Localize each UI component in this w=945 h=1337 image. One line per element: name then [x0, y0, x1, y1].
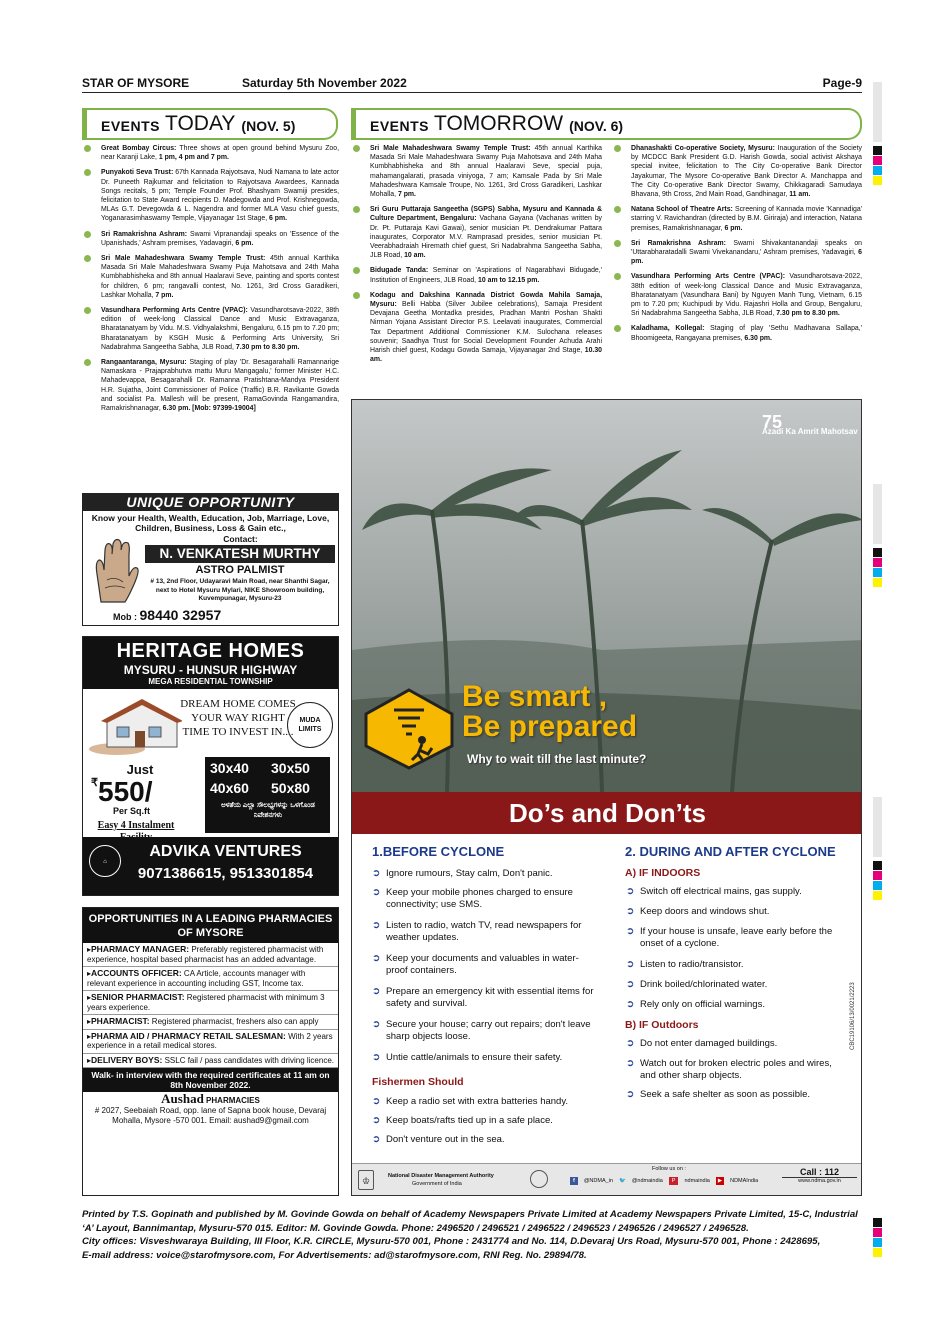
headline-2: Be prepared	[462, 710, 638, 743]
magenta-swatch	[873, 558, 882, 567]
arrow-icon: ▸	[87, 993, 92, 1002]
event-details: 67th Kannada Rajyotsava, Nudi Namana to late actor Dr. Puneeth Rajkumar and felicitation to Rajyotsava Awardees, Kannada Songs recitals, 5 pm; Temple Founder Prof. Bhashyam Swamiji presides, felicitation to State Award recipients D. Madegowda and Prof. Krishnegowda, MLAs G.T. Devegowda & L. Nagendra and former MLA Vasu chief guests, Yoganarasimhaswamy Temple, Vijayanagar 1st Stage,	[101, 169, 339, 223]
event-name: Sri Guru Puttaraja Sangeetha (SGPS) Sabha, Mysuru and Kannada & Culture Department, Bengaluru:	[370, 206, 602, 223]
event-time: 6 pm.	[235, 239, 254, 247]
headline-1: Be smart ,	[462, 680, 608, 713]
cyan-swatch	[873, 568, 882, 577]
event-name: Kodagu and Dakshina Kannada District Gowda Mahila Samaja, Mysuru:	[370, 291, 602, 309]
event-name: Sri Ramakrishna Ashram:	[631, 239, 726, 247]
event-time: 10 am to 12.15 pm.	[478, 276, 540, 284]
house-icon	[87, 697, 182, 757]
events-today-list	[83, 144, 339, 419]
ad-heading: UNIQUE OPPORTUNITY	[83, 494, 338, 511]
mobile-label: Mob :	[113, 612, 140, 622]
grey-bar	[873, 82, 882, 142]
job-requirement: Registered pharmacist, freshers also can apply	[149, 1017, 319, 1026]
twitter-icon[interactable]: 🐦	[618, 1178, 626, 1184]
rupee-symbol: ₹	[91, 777, 98, 789]
event-item	[83, 144, 339, 162]
event-time: 6 pm.	[724, 224, 743, 232]
tomorrow-label: TOMORROW	[434, 112, 564, 135]
job-title: DELIVERY BOYS:	[91, 1054, 163, 1065]
instruction-item: ➲ Keep your documents and valuables in water-proof containers.	[386, 953, 596, 977]
palm-icon	[89, 536, 141, 606]
ndma-cyclone-ad	[351, 399, 862, 1196]
instruction-item: ➲ If your house is unsafe, leave early before the onset of a cyclone.	[640, 926, 850, 950]
event-details: Staging of play 'Dr. Besagarahalli Ramannarige Namaskara - Prajaprabhutva mattu Muru Mangagalu,' former Minister H.C. Mahadevappa, Besagarahalli Dr. Ramanna Pratishtana-Mandya President H.R. Sujatha, Joint Commissioner of Police (Traffic) B.R. Ravikante Gowda and socialist Pa. Mallesh will be present, RamaGovinda Rangamandira, Ramakrishnanagar,	[101, 359, 339, 413]
instruction-item: ➲ Rely only on official warnings.	[640, 999, 850, 1011]
event-details: Swami Shivakantanandaji speaks on 'Uttarabharatadalli Swami Vivekanandaru,' Ashram premises, Yadavagiri,	[631, 239, 862, 257]
instruction-item: ➲ Seek a safe shelter as soon as possible.	[640, 1089, 850, 1101]
pharmacy-address: # 2027, Seebaiah Road, opp. lane of Sapna book house, Devaraj Mohalla, Mysore -570 001. Email: aushad9@gmail.com	[94, 1106, 327, 1125]
arrow-icon: ▸	[87, 1031, 92, 1041]
imprint-line-2: City offices: Visveshwaraya Building, III Floor, K.R. CIRCLE, Mysuru-570 001, Phone : 2431774 and No. 114, D.Devaraj Urs Road, Mysuru-570 001, Phone : 2428695,	[82, 1236, 821, 1247]
event-details: Vasundharotsava-2022, 38th edition of week-long Classical Dance and Music Extravaganza, Bharatanatyam (Vasundhara Bani) by Nguyen Manh Tung, Vietnam, 6.15 pm to 7.20 pm; Kuchipudi by Vidu. Rajashri Holla and Group, Bengaluru, Sri Nadabrahma Sangeetha Sabha, JLB Road,	[631, 273, 862, 318]
heritage-subtitle: MYSURU - HUNSUR HIGHWAY	[123, 663, 298, 677]
event-name: Dhanashakti Co-operative Society, Mysuru:	[631, 145, 775, 152]
instruction-item: ➲ Watch out for broken electric poles and wires, and other sharp objects.	[640, 1058, 850, 1082]
job-title: PHARMACY MANAGER:	[91, 944, 190, 954]
call-number: Call : 112	[782, 1167, 857, 1178]
contact-block	[782, 1167, 857, 1184]
instruction-item: ➲ Keep doors and windows shut.	[640, 906, 850, 918]
yellow-swatch	[873, 891, 882, 900]
facebook-icon[interactable]: f	[570, 1177, 578, 1185]
pharmacy-contact	[83, 1092, 338, 1126]
job-row	[83, 1054, 338, 1069]
ndma-govt: Government of India	[412, 1181, 462, 1187]
job-requirement: SSLC fail / pass candidates with driving licence.	[162, 1055, 334, 1065]
dos-donts-banner: Do’s and Don’ts	[352, 792, 862, 834]
imprint-line-1: Printed by T.S. Gopinath and published by M. Govinde Gowda on behalf of Academy Newspapers Private Limited at Academy Newspapers Private Limited, 15-C, Industrial ‘A’ Layout, Bannimantap, Mysuru-570 015. Editor: M. Govinde Gowda. Phone: 2496520 / 2496521 / 2496522 / 2496523 / 2496526 / 2496527 / 2496528.	[82, 1209, 858, 1234]
instruction-item: ➲ Listen to radio/transistor.	[640, 959, 850, 971]
job-requirement: Preferably registered pharmacist with experience, hospital based pharmacist has an added advantage.	[87, 945, 324, 964]
event-item	[613, 205, 862, 233]
price-value: 550/	[98, 776, 153, 807]
aushad-sub: PHARMACIES	[206, 1096, 260, 1105]
events-tomorrow-header	[351, 108, 862, 140]
instruction-item: ➲ Drink boiled/chlorinated water.	[640, 979, 850, 991]
event-details: Inauguration of the Society by MCDCC Bank President G.D. Harish Gowda, social activist Akshaya special invitee, felicitation to The City Co-operative Bank Director Jayakumar, The Mysore Co-operative Bank Director A. Manchappa and The City Co-operative Bank Director Swamy, Chikkagaradi Samudaya Bhavana, 9th Cross, 2nd Main Road, Gandhinagar,	[631, 145, 862, 199]
plot-size: 40x60	[210, 780, 249, 796]
event-details: Seminar on 'Aspirations of Nagarabhavi Bidugade,' Institution of Engineers, JLB Road,	[370, 267, 602, 284]
advika-logo: ⌂	[89, 845, 121, 877]
yellow-swatch	[873, 578, 882, 587]
arrow-icon: ▸	[87, 945, 92, 954]
aushad-logo: Aushad	[161, 1091, 204, 1106]
heritage-tagline: DREAM HOME COMES YOUR WAY RIGHT TIME TO INVEST IN....	[180, 698, 296, 738]
event-name: Vasundhara Performing Arts Centre (VPAC):	[101, 307, 248, 315]
yellow-swatch	[873, 1248, 882, 1257]
event-time: 6 pm.	[631, 249, 862, 266]
page-number: Page-9	[822, 76, 862, 90]
event-item	[83, 358, 339, 413]
arrow-icon: ▸	[87, 969, 92, 978]
twitter-handle[interactable]: @ndmaindia	[631, 1178, 663, 1184]
event-name: Sri Ramakrishna Ashram:	[101, 230, 188, 238]
ad-footer	[352, 1163, 862, 1195]
event-name: Kaladhama, Kollegal:	[631, 325, 705, 333]
company-phones: 9071386615, 9513301854	[137, 865, 314, 882]
events-label: EVENTS	[101, 118, 161, 134]
event-name: Rangaantaranga, Mysuru:	[101, 359, 187, 367]
event-time: 6.30 pm. [Mob: 97399-19004]	[162, 405, 256, 413]
instruction-item: ➲ Secure your house; carry out repairs; don't leave sharp objects loose.	[386, 1019, 596, 1043]
event-time: 10 am.	[404, 252, 426, 260]
plot-size: 30x50	[271, 760, 310, 776]
job-requirement: Registered pharmacist with minimum 3 years experience.	[87, 993, 325, 1012]
price-prefix: Just	[126, 762, 154, 777]
event-time: 11 am.	[789, 191, 811, 199]
walkin-note: Walk- in interview with the required certificates at 11 am on 8th November 2022.	[83, 1068, 338, 1092]
heritage-title: HERITAGE HOMES	[116, 640, 305, 662]
plot-size: 30x40	[210, 760, 249, 776]
black-swatch	[873, 146, 882, 155]
instruction-item: ➲ Ignore rumours, Stay calm, Don't panic.	[386, 868, 596, 880]
instruction-item: ➲ Don't venture out in the sea.	[386, 1134, 596, 1146]
black-swatch	[873, 548, 882, 557]
job-title: SENIOR PHARMACIST:	[91, 992, 185, 1002]
job-row	[83, 1030, 338, 1054]
cyan-swatch	[873, 881, 882, 890]
event-details: Belli Habba (Silver Jubilee celebrations), Samaja President Devajana Geetha Montadka presides, Pradhan Mantri Poshan Shakti Nirman Yojana Assistant Director P.S. Leelavati inaugurates, Commercial Tax Department Additional Commissioner K.M. Sulochana releases souvenir; Saadhya Trust for Social Development Founder Achuda Arahi Harish chief guest, Kodagu Gowda Samaja, Vijayanagar 2nd Stage,	[370, 301, 602, 355]
event-details: 45th annual Karthika Masada Sri Male Mahadeshwara Swamy Puja Mahotsava and 24th Maha Kumbhabhisheka and 8th annual Haalaravi Seve, special puja, mahamangalarati, prasada viniyoga, 7 am; Kamsale Pada by Sri Male Mahadeshwara Kamsale Troupe, No. 1261, 3rd Cross Garadikeri, Lashkar Mohalla,	[370, 145, 602, 199]
job-row	[83, 943, 338, 967]
pharmacy-jobs-ad	[82, 907, 339, 1196]
heritage-header	[83, 637, 338, 689]
company-name: ADVIKA VENTURES	[149, 843, 302, 860]
instruction-item: ➲ Switch off electrical mains, gas supply.	[640, 886, 850, 898]
contact-label: Contact:	[223, 534, 258, 544]
ad-headline	[462, 682, 637, 742]
plot-sizes	[205, 757, 330, 833]
ndma-website[interactable]: www.ndma.gov.in	[798, 1178, 841, 1184]
events-label: EVENTS	[370, 118, 430, 134]
outdoors-heading: B) IF Outdoors	[625, 1019, 699, 1031]
muda-badge: MUDA LIMITS	[287, 702, 333, 748]
event-item	[613, 239, 862, 267]
job-row	[83, 991, 338, 1015]
event-time: 10.30 am.	[370, 347, 602, 364]
job-row	[83, 1015, 338, 1030]
kannada-note: ಅಳತೆಯ ಎಲ್ಲಾ ಸೌಲಭ್ಯಗಳನ್ನು ಒಳಗೊಂಡ ನಿವೇಶನಗಳು	[221, 802, 315, 819]
price-unit: Per Sq.ft	[113, 806, 151, 816]
ad-tagline: Know your Health, Wealth, Education, Job, Marriage, Love, Children, Business, Loss & Gain etc.,	[91, 513, 330, 533]
instruction-item: ➲ Keep your mobile phones charged to ensure connectivity; use SMS.	[386, 887, 596, 911]
job-title: PHARMA AID / PHARMACY RETAIL SALESMAN:	[91, 1030, 286, 1041]
palmist-address: # 13, 2nd Floor, Udayaravi Main Road, near Shanthi Sagar, next to Hotel Mysuru Mylari, NIKE Showroom building, Kuvempunagar, Mysuru-23	[150, 578, 330, 602]
arrow-icon: ▸	[87, 1017, 92, 1026]
instruction-item: ➲ Keep a radio set with extra batteries handy.	[386, 1096, 596, 1108]
event-time: 7 pm.	[397, 191, 416, 199]
job-row	[83, 967, 338, 991]
instruction-item: ➲ Listen to radio, watch TV, read newspapers for weather updates.	[386, 920, 596, 944]
ad-code: CBC19106/13/0021/2223	[850, 982, 856, 1050]
event-name: Punyakoti Seva Trust:	[101, 169, 174, 177]
black-swatch	[873, 861, 882, 870]
job-list	[83, 943, 338, 1068]
instruction-item: ➲ Keep boats/rafts tied up in a safe place.	[386, 1115, 596, 1127]
event-item	[83, 168, 339, 223]
event-item	[613, 324, 862, 342]
job-requirement: CA Article, accounts manager with relevant experience in accounting including GST, Income tax.	[87, 969, 306, 988]
grey-bar	[873, 484, 882, 544]
yellow-swatch	[873, 176, 882, 185]
ndma-logo-icon	[530, 1170, 548, 1188]
pinterest-icon[interactable]: P	[669, 1177, 679, 1185]
masthead-rule	[82, 92, 862, 93]
event-name: Sri Male Mahadeshwara Swamy Temple Trust:	[101, 255, 266, 263]
event-item	[83, 230, 339, 248]
cyan-swatch	[873, 166, 882, 175]
instalment: Easy 4 Instalment	[97, 820, 175, 831]
plot-size: 50x80	[271, 780, 310, 796]
event-item	[352, 266, 602, 284]
masthead	[82, 76, 862, 92]
event-name: Sri Male Mahadeshwara Swamy Temple Trust:	[370, 145, 531, 152]
event-item	[613, 144, 862, 199]
event-item	[83, 254, 339, 300]
event-name: Great Bombay Circus:	[101, 145, 177, 152]
event-details: Staging of play 'Sethu Madhavana Sallapa,' Bhoomigeeta, Rangayana premises,	[631, 325, 862, 342]
price	[91, 776, 153, 808]
youtube-handle[interactable]: NDMAIndia	[730, 1178, 759, 1184]
follow-label: Follow us on :	[652, 1166, 686, 1172]
azadi-badge	[762, 412, 858, 436]
cyclone-warning-icon	[364, 688, 454, 770]
event-time: 6 pm.	[269, 215, 288, 223]
event-details: Three shows at open ground behind Mysuru Zoo, near Karanji Lake,	[101, 145, 339, 162]
event-details: Swami Vipranandaji speaks on 'Essence of the Upanishads,' Ashram premises, Yadavagiri,	[101, 230, 340, 247]
instruction-item: ➲ Do not enter damaged buildings.	[640, 1038, 850, 1050]
event-time: 6.30 pm.	[744, 334, 772, 342]
job-title: ACCOUNTS OFFICER:	[91, 968, 182, 978]
instruction-item: ➲ Prepare an emergency kit with essential items for safety and survival.	[386, 986, 596, 1010]
instruction-item: ➲ Untie cattle/animals to ensure their safety.	[386, 1052, 596, 1064]
event-item	[352, 205, 602, 260]
ad-subheadline: Why to wait till the last minute?	[467, 752, 647, 766]
heritage-township: MEGA RESIDENTIAL TOWNSHIP	[148, 677, 273, 686]
cyan-swatch	[873, 1238, 882, 1247]
during-cyclone-heading: 2. DURING AND AFTER CYCLONE	[625, 844, 836, 859]
palmist-name: N. VENKATESH MURTHY	[145, 545, 335, 563]
astro-palmist-ad	[82, 493, 339, 626]
ndma-name: National Disaster Management Authority	[388, 1173, 494, 1179]
event-item	[613, 272, 862, 318]
youtube-icon[interactable]: ▶	[717, 1178, 723, 1184]
fishermen-heading: Fishermen Should	[372, 1076, 464, 1088]
issue-date: Saturday 5th November 2022	[242, 76, 407, 90]
event-details: Vasundharotsava-2022, 38th edition of week-long Classical Dance and Music Extravaganza, Bharatanatyam by Vidu. M.S. Vidhyalakshmi, Bengaluru, 6.15 pm to 7.20 pm; Bharatanatyam by KSGH Music & Performing Arts University, Sri Nadabrahma Sangeetha Sabha, JLB Road,	[101, 307, 339, 351]
event-time: 7.30 pm to 8.30 pm.	[235, 343, 300, 351]
heritage-footer	[83, 837, 338, 895]
palmist-mobile	[113, 607, 221, 623]
today-date: (NOV. 5)	[241, 118, 296, 134]
event-details: Vachana Gayana (Vachanas written by Dr. Pt. Puttaraja Kavi Gawai), senior musician Pt. Dendrakumar Pattara inaugurates, Corporator M.V. Ramprasad presides, senior musician Pt. Veerabhadraiah Hiremath chief guest, Sri Nadabrahma Sangeetha Sabha, JLB Road,	[370, 215, 602, 260]
today-label: TODAY	[165, 112, 236, 135]
pharmacy-heading: OPPORTUNITIES IN A LEADING PHARMACIES OF MYSORE	[83, 908, 338, 943]
event-item	[83, 306, 339, 352]
event-name: Natana School of Theatre Arts:	[631, 206, 733, 214]
magenta-swatch	[873, 871, 882, 880]
event-item	[352, 144, 602, 199]
event-time: 1 pm, 4 pm and 7 pm.	[158, 154, 229, 162]
badge-number: 75	[762, 412, 783, 432]
emblem-icon: ♔	[358, 1170, 374, 1190]
job-requirement: With 2 years experience in a retail medical stores.	[87, 1031, 333, 1050]
magenta-swatch	[873, 1228, 882, 1237]
imprint-footer	[82, 1208, 862, 1262]
paper-name: STAR OF MYSORE	[82, 76, 190, 90]
events-tomorrow-col1	[352, 144, 602, 370]
palmist-title: ASTRO PALMIST	[195, 564, 285, 576]
magenta-swatch	[873, 156, 882, 165]
tomorrow-date: (NOV. 6)	[569, 118, 624, 134]
events-today-header	[82, 108, 338, 140]
event-item	[352, 291, 602, 365]
badge-text: Azadi Ka Amrit Mahotsav	[762, 427, 858, 436]
before-cyclone-heading: 1.BEFORE CYCLONE	[372, 844, 505, 859]
event-details: 45th annual Karthika Masada Sri Male Mahadeshwara Swamy Puja Mahotsava and 24th Maha Kumbhabhisheka and 8th annual Haalaravi Seve, painting and sports contest for children, 6 pm; rangavalli contest, No. 1261, 3rd Cross Garadikeri, Lashkar Mohalla,	[101, 255, 339, 299]
event-name: Vasundhara Performing Arts Centre (VPAC):	[631, 273, 785, 281]
event-name: Bidugade Tanda:	[370, 267, 429, 275]
arrow-icon: ▸	[87, 1055, 92, 1065]
event-details: Screening of Kannada movie 'Kannadiga' starring V. Ravichandran (directed by B.M. Giriraja) and interaction, Natana premises, Ramakrishnanagar,	[631, 206, 863, 232]
event-time: 7.30 pm to 8.30 pm.	[776, 310, 840, 318]
grey-bar	[873, 797, 882, 857]
event-time: 7 pm.	[155, 291, 174, 299]
indoors-heading: A) IF INDOORS	[625, 867, 701, 879]
heritage-homes-ad	[82, 636, 339, 896]
job-title: PHARMACIST:	[91, 1016, 150, 1026]
black-swatch	[873, 1218, 882, 1227]
storm-photo	[352, 400, 862, 792]
events-tomorrow-col2	[613, 144, 862, 349]
social-links	[570, 1177, 758, 1185]
facebook-handle[interactable]: @NDMA_in	[583, 1178, 613, 1184]
instructions-panel	[352, 834, 862, 1164]
mobile-number: 98440 32957	[139, 607, 222, 623]
imprint-line-3: E-mail address: voice@starofmysore.com, For Advertisements: ad@starofmysore.com, RNI Reg. No. 29894/78.	[82, 1249, 587, 1261]
pinterest-handle[interactable]: ndmaindia	[684, 1178, 710, 1184]
